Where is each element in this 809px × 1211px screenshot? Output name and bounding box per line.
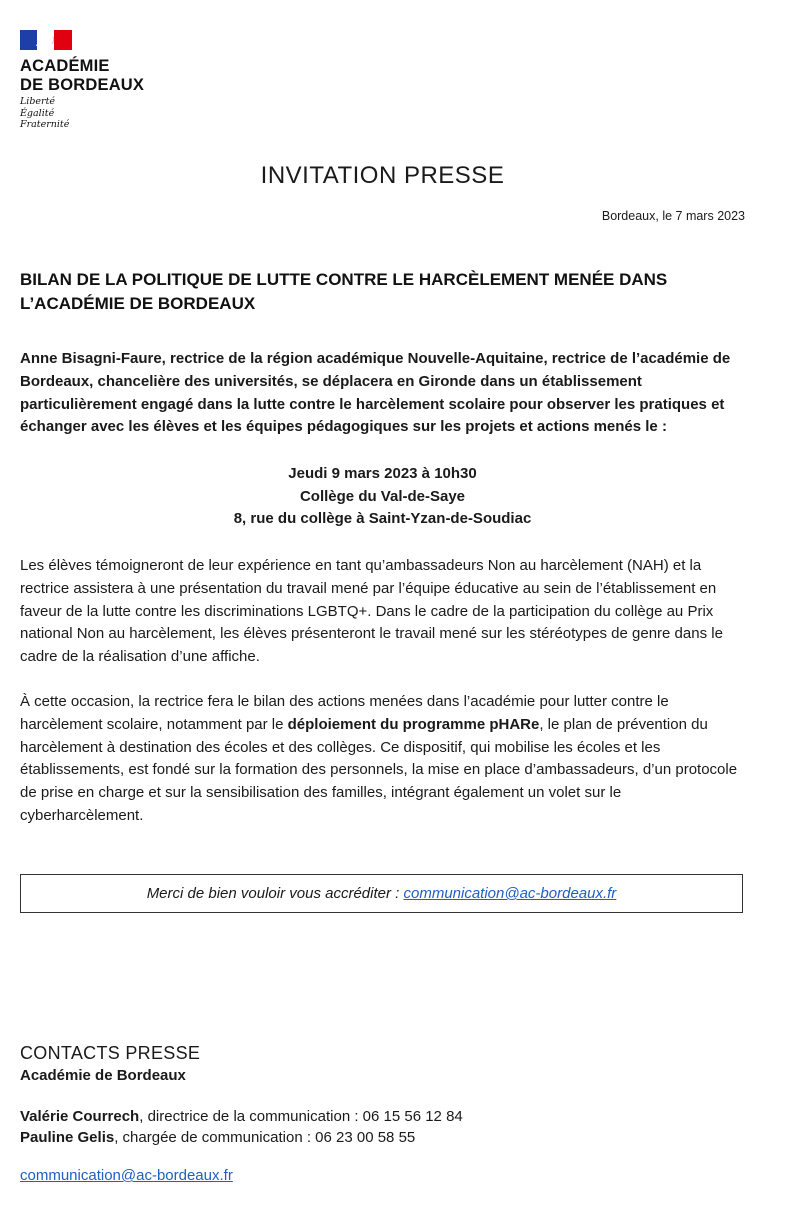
document-date: Bordeaux, le 7 mars 2023 (601, 209, 745, 223)
contact-role: , chargée de communication : 06 23 00 58 55 (114, 1129, 416, 1146)
event-address: 8, rue du collège à Saint-Yzan-de-Soudiac (233, 510, 532, 527)
contact-role: , directrice de la communication : 06 15 56 12 84 (139, 1108, 463, 1125)
academie-logo (20, 30, 220, 131)
republic-motto (20, 96, 220, 131)
logo-title-line1: ACADÉMIE (20, 57, 110, 75)
motto-egalite: Égalité (20, 107, 55, 119)
contacts-title: CONTACTS PRESSE (20, 1043, 201, 1063)
event-date-time: Jeudi 9 mars 2023 à 10h30 (288, 465, 477, 482)
marianne-flag-icon (20, 30, 72, 50)
contact-name: Pauline Gelis (20, 1129, 115, 1146)
paragraph-phare (20, 691, 746, 828)
paragraph-students: Les élèves témoigneront de leur expérience en tant qu’ambassadeurs Non au harcèlement (NAH) et la rectrice assistera à une présentation du travail mené par l’équipe éducative au sein de l’établissement en faveur de la lutte contre les discriminations LGBTQ+. Dans le cadre de la participation du collège au Prix national Non au harcèlement, les élèves présenteront le travail mené sur les stéréotypes de genre dans le cadre de la réalisation d’une affiche. (20, 557, 723, 666)
press-release-title: BILAN DE LA POLITIQUE DE LUTTE CONTRE LE HARCÈLEMENT MENÉE DANS L’ACADÉMIE DE BORDEAUX (20, 270, 668, 313)
contact-name: Valérie Courrech (20, 1108, 140, 1125)
phare-program-highlight: déploiement du programme pHARe (287, 715, 540, 733)
motto-fraternite: Fraternité (20, 119, 70, 130)
contacts-email-link[interactable]: communication@ac-bordeaux.fr (20, 1167, 233, 1184)
contacts-email (20, 1167, 233, 1184)
logo-title-line2: DE BORDEAUX (20, 75, 145, 94)
logo-title (20, 57, 220, 94)
intro-paragraph: Anne Bisagni-Faure, rectrice de la région académique Nouvelle-Aquitaine, rectrice de l’académie de Bordeaux, chancelière des universités, se déplacera en Gironde dans un établissement particulièrement engagé dans la lutte contre le harcèlement scolaire pour observer les pratiques et échanger avec les élèves et les équipes pédagogiques sur les projets et actions menés le : (20, 350, 731, 436)
accreditation-email-link[interactable]: communication@ac-bordeaux.fr (403, 885, 617, 902)
contact-person (20, 1108, 463, 1125)
contacts-organization: Académie de Bordeaux (20, 1067, 186, 1084)
document-heading: INVITATION PRESSE (260, 162, 505, 189)
paragraph-phare-part2: , le plan de prévention du harcèlement à destination des écoles et des collèges. Ce dispositif, qui mobilise les écoles et les établissements, est fondé sur la formation des personnels, la mise en place d’ambassadeurs, d’un protocole de prise en charge et sur la sensibilisation des familles, intégrant également un volet sur le cyberharcèlement. (20, 715, 738, 824)
paragraph-phare-part1: À cette occasion, la rectrice fera le bilan des actions menées dans l’académie pour lutter contre le harcèlement scolaire, notamment par le (20, 693, 669, 733)
event-place: Collège du Val-de-Saye (299, 487, 466, 505)
contact-person (20, 1129, 415, 1146)
accreditation-box (20, 874, 743, 913)
motto-liberte: Liberté (20, 96, 56, 107)
marianne-profile-icon (33, 32, 55, 48)
accreditation-text: Merci de bien vouloir vous accréditer : (146, 885, 400, 902)
event-details (0, 463, 765, 531)
